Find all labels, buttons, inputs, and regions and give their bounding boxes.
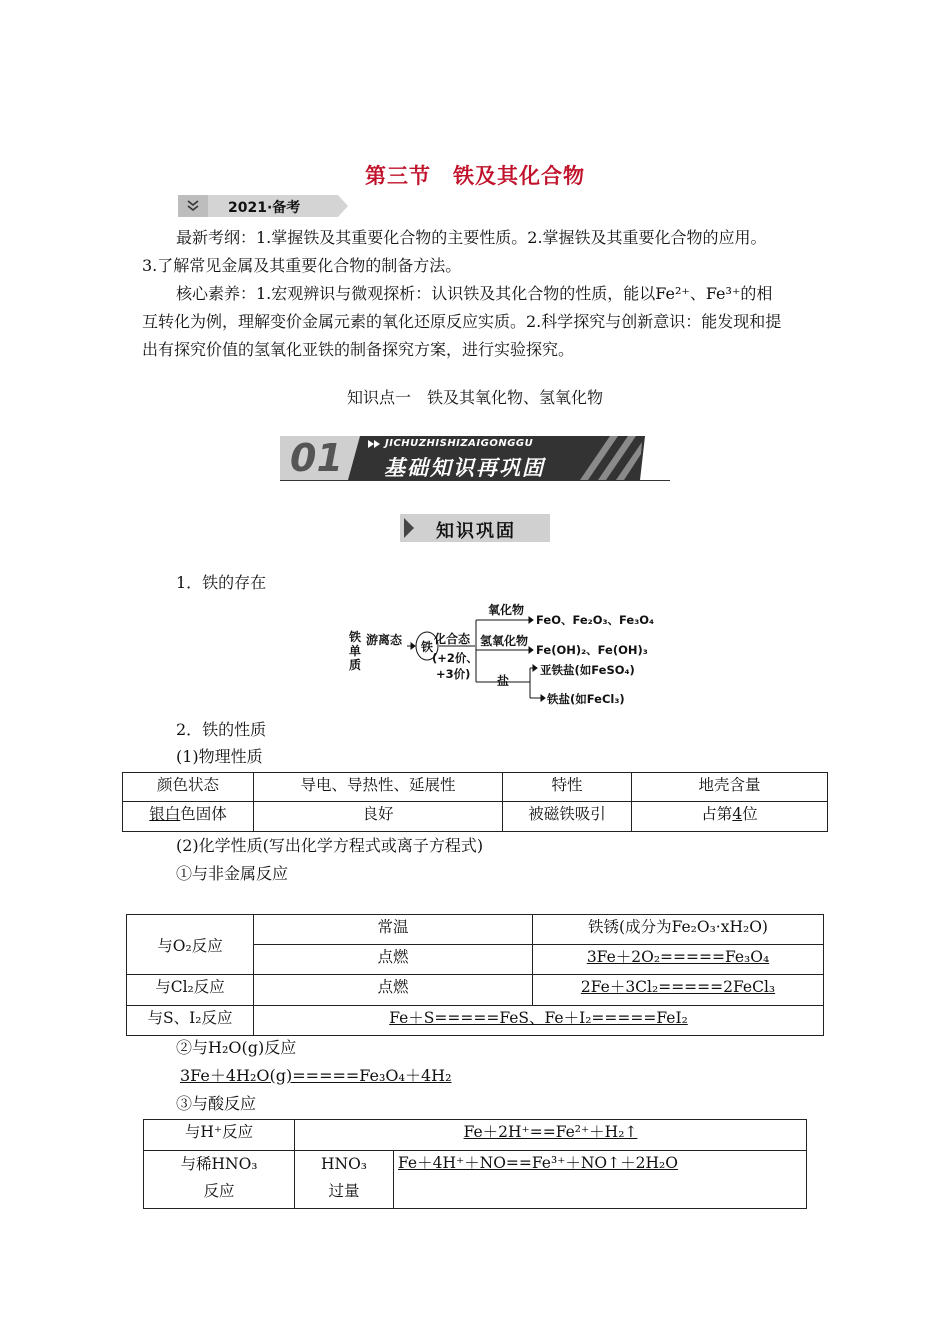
h2o-equation-text: 3Fe＋4H₂O(g)=====Fe₃O₄＋4H₂ xyxy=(180,1066,452,1085)
crust-prefix: 占第 xyxy=(701,805,733,823)
syllabus-line-2: 3.了解常见金属及其重要化合物的制备方法。 xyxy=(142,256,462,275)
literacy-line-1: 核心素养：1.宏观辨识与微观探析：认识铁及其化合物的性质，能以Fe²⁺、Fe³⁺的相 xyxy=(176,284,773,303)
physical-heading: (1)物理性质 xyxy=(176,747,263,766)
room-temp: 常温 xyxy=(254,915,533,945)
acid-reactions-table xyxy=(143,1119,807,1209)
cl2-equation-text: 2Fe＋3Cl₂=====2FeCl₃ xyxy=(580,978,776,996)
hno3-excess xyxy=(295,1151,394,1209)
knowledge-point-heading: 知识点一 铁及其氧化物、氢氧化物 xyxy=(346,388,603,407)
hno3-excess-line-2: 过量 xyxy=(328,1182,360,1200)
header-color-state: 颜色状态 xyxy=(123,773,254,802)
hno3-excess-line-1: HNO₃ xyxy=(320,1155,367,1173)
diagram-hydroxide-items: Fe(OH)₂、Fe(OH)₃ xyxy=(536,643,648,657)
syllabus-line-1: 最新考纲：1.掌握铁及其重要化合物的主要性质。2.掌握铁及其重要化合物的应用。 xyxy=(176,228,767,247)
s-i2-label: 与S、I₂反应 xyxy=(127,1006,254,1036)
diagram-valence-2: +3价) xyxy=(436,667,471,681)
o2-equation xyxy=(533,945,824,975)
header-crust-content: 地壳含量 xyxy=(632,773,828,802)
o2-label: 与O₂反应 xyxy=(127,915,254,975)
nonmetal-reactions-table xyxy=(126,914,824,1036)
hplus-equation xyxy=(295,1120,807,1151)
crust-suffix: 位 xyxy=(742,805,758,823)
hno3-equation-text: Fe＋4H⁺＋NO==Fe³⁺＋NO↑＋2H₂O xyxy=(398,1154,678,1172)
ignite-o2: 点燃 xyxy=(254,945,533,975)
ignite-cl2: 点燃 xyxy=(254,975,533,1006)
hplus-label: 与H⁺反应 xyxy=(144,1120,295,1151)
diagram-iron: 铁 xyxy=(421,640,434,654)
chemical-heading: (2)化学性质(写出化学方程式或离子方程式) xyxy=(176,836,484,855)
diagram-salt-label: 盐 xyxy=(497,674,510,688)
diagram-free-state: 游离态 xyxy=(366,633,403,647)
page-title: 第三节 铁及其化合物 xyxy=(365,164,585,188)
year-badge-label: 2021·备考 xyxy=(228,200,301,216)
diagram-root: 铁单质 xyxy=(349,630,362,672)
literacy-line-3: 出有探究价值的氢氧化亚铁的制备探究方案，进行实验探究。 xyxy=(142,340,575,359)
chemical-sub-3: ③与酸反应 xyxy=(176,1094,257,1113)
literacy-line-2: 互转化为例，理解变价金属元素的氧化还原反应实质。2.科学探究与创新意识：能发现和提 xyxy=(142,312,782,331)
chemical-sub-1: ①与非金属反应 xyxy=(176,864,289,883)
diagram-hydroxide-label: 氢氧化物 xyxy=(480,634,529,648)
s-i2-equation-text: Fe＋S=====FeS、Fe＋I₂=====FeI₂ xyxy=(389,1009,688,1027)
header-conductivity: 导电、导热性、延展性 xyxy=(254,773,503,802)
rust-composition: 铁锈(成分为Fe₂O₃·xH₂O) xyxy=(533,915,824,945)
chemical-sub-2: ②与H₂O(g)反应 xyxy=(176,1038,297,1057)
section-2-heading: 2．铁的性质 xyxy=(176,720,267,739)
cl2-label: 与Cl₂反应 xyxy=(127,975,254,1006)
cl2-equation xyxy=(533,975,824,1006)
cell-color-state xyxy=(123,802,254,832)
diagram-salt-ferric: 铁盐(如FeCl₃) xyxy=(547,692,625,706)
physical-properties-table xyxy=(122,772,828,832)
banner-number: 01 xyxy=(290,436,343,480)
s-i2-equation xyxy=(254,1006,824,1036)
diagram-oxide-label: 氧化物 xyxy=(488,603,525,617)
banner-title: 基础知识再巩固 xyxy=(384,456,545,480)
cell-property: 被磁铁吸引 xyxy=(503,802,632,832)
cell-crust-content xyxy=(632,802,828,832)
answer-rank: 4 xyxy=(732,805,743,823)
section-1-heading: 1．铁的存在 xyxy=(176,573,267,592)
o2-equation-text: 3Fe＋2O₂=====Fe₃O₄ xyxy=(586,948,770,966)
diagram-valence-1: (+2价、 xyxy=(432,651,478,665)
hno3-label-line-1: 与稀HNO₃ xyxy=(180,1155,258,1173)
diagram-combined-state: 化合态 xyxy=(434,632,471,646)
cell-conductivity: 良好 xyxy=(254,802,503,832)
diagram-oxide-items: FeO、Fe₂O₃、Fe₃O₄ xyxy=(536,613,655,627)
hno3-label-line-2: 反应 xyxy=(203,1182,235,1200)
hno3-label xyxy=(144,1151,295,1209)
answer-silver-white: 银白 xyxy=(149,805,181,823)
diagram-salt-ferrous: 亚铁盐(如FeSO₄) xyxy=(540,663,635,677)
hplus-equation-text: Fe＋2H⁺==Fe²⁺＋H₂↑ xyxy=(463,1123,638,1141)
hno3-equation xyxy=(394,1151,807,1209)
banner-pinyin: JICHUZHISHIZAIGONGGU xyxy=(385,438,534,449)
h2o-equation xyxy=(180,1063,452,1086)
header-property: 特性 xyxy=(503,773,632,802)
cell-color-state-rest: 色固体 xyxy=(180,805,227,823)
sub-banner-title: 知识巩固 xyxy=(436,521,516,542)
